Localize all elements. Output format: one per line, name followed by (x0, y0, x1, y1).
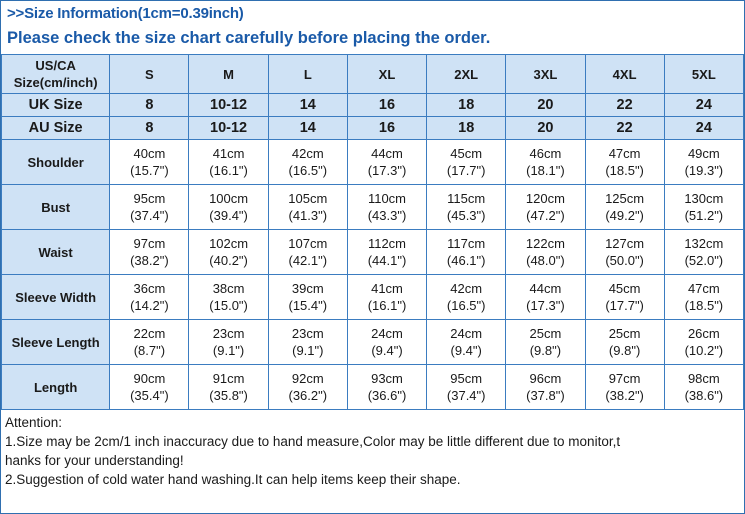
measurement-cm: 110cm (367, 191, 407, 206)
measurement-cm: 125cm (605, 191, 645, 206)
measurement-inch: (36.2") (288, 388, 328, 403)
measurement-inch: (19.3") (684, 163, 724, 178)
measurement-inch: (37.8") (526, 388, 565, 403)
measurement-cell (664, 320, 743, 365)
measurement-cell (506, 230, 585, 275)
measurement-cm: 44cm (371, 146, 403, 161)
measurement-cell (585, 275, 664, 320)
measurement-cm: 49cm (687, 146, 720, 161)
measurement-cm: 117cm (447, 236, 486, 251)
measurement-cell (427, 140, 506, 185)
measurement-inch: (16.5") (446, 298, 486, 313)
measurement-cm: 26cm (687, 326, 720, 341)
measurement-cm: 105cm (288, 191, 328, 206)
measurement-cell (268, 320, 347, 365)
measurement-cm: 36cm (133, 281, 166, 296)
table-row (2, 275, 744, 320)
measurement-inch: (50.0") (605, 253, 644, 268)
measurement-cell (347, 365, 426, 410)
uk-size-value: 16 (347, 94, 426, 117)
measurement-cell (664, 230, 743, 275)
measurement-cell (664, 140, 743, 185)
measurement-inch: (16.1") (209, 163, 248, 178)
uk-size-value: 20 (506, 94, 585, 117)
measurement-cell (110, 275, 189, 320)
uk-size-value: 14 (268, 94, 347, 117)
measurement-cm: 24cm (450, 326, 483, 341)
measurement-cell (268, 365, 347, 410)
column-header-4xl: 4XL (585, 55, 664, 94)
measurement-cell (268, 185, 347, 230)
header-block (1, 1, 744, 50)
measurement-cm: 102cm (209, 236, 249, 251)
measurement-cell (268, 230, 347, 275)
measurement-inch: (39.4") (209, 208, 248, 223)
measurement-cell (506, 140, 585, 185)
measurement-cell (664, 275, 743, 320)
measurement-cell (189, 275, 268, 320)
measurement-cm: 24cm (371, 326, 403, 341)
measurement-cell (427, 275, 506, 320)
table-row (2, 320, 744, 365)
column-header-l: L (268, 55, 347, 94)
table-row (2, 140, 744, 185)
size-chart-notice: Please check the size chart carefully before placing the order. (7, 29, 491, 47)
measurement-inch: (9.4") (371, 343, 403, 358)
measurement-cm: 25cm (529, 326, 562, 341)
measurement-cell (347, 230, 426, 275)
measurement-cell (585, 185, 664, 230)
row-label-length: Length (2, 365, 110, 410)
measurement-inch: (38.6") (684, 388, 724, 403)
measurement-cm: 120cm (525, 191, 565, 206)
measurement-inch: (9.4") (450, 343, 482, 358)
size-information-heading: >>Size Information(1cm=0.39inch) (7, 5, 244, 22)
measurement-cm: 112cm (367, 236, 407, 251)
measurement-cell (110, 320, 189, 365)
measurement-cm: 39cm (291, 281, 324, 296)
au-size-value: 20 (506, 117, 585, 140)
measurement-cm: 92cm (291, 371, 324, 386)
table-header-row (2, 55, 744, 94)
measurement-inch: (41.3") (288, 208, 328, 223)
measurement-cm: 91cm (212, 371, 245, 386)
measurement-cell (347, 185, 426, 230)
measurement-cm: 23cm (291, 326, 324, 341)
measurement-cell (506, 275, 585, 320)
au-size-value: 8 (110, 117, 189, 140)
column-header-xl: XL (347, 55, 426, 94)
measurement-cell (189, 140, 268, 185)
measurement-cm: 42cm (291, 146, 324, 161)
measurement-inch: (46.1") (446, 253, 486, 268)
measurement-inch: (48.0") (526, 253, 565, 268)
measurement-cm: 22cm (133, 326, 166, 341)
measurement-cell (268, 140, 347, 185)
column-header-2xl: 2XL (427, 55, 506, 94)
measurement-cell (189, 365, 268, 410)
uk-size-value: 18 (427, 94, 506, 117)
uk-size-value: 22 (585, 94, 664, 117)
measurement-cm: 38cm (212, 281, 245, 296)
measurement-cm: 90cm (133, 371, 166, 386)
measurement-inch: (9.8") (608, 343, 641, 358)
measurement-inch: (35.8") (209, 388, 248, 403)
measurement-cell (347, 140, 426, 185)
au-size-value: 24 (664, 117, 743, 140)
row-label-waist: Waist (2, 230, 110, 275)
row-label-uk-size: UK Size (2, 94, 110, 117)
measurement-cm: 41cm (371, 281, 403, 296)
measurement-inch: (17.7") (446, 163, 486, 178)
measurement-inch: (8.7") (133, 343, 166, 358)
measurement-cm: 115cm (447, 191, 486, 206)
attention-note-2: 2.Suggestion of cold water hand washing.It can help items keep their shape. (5, 472, 461, 487)
measurement-inch: (14.2") (130, 298, 169, 313)
measurement-inch: (16.5") (288, 163, 328, 178)
measurement-inch: (45.3") (446, 208, 486, 223)
corner-line-2: Size(cm/inch) (13, 75, 98, 90)
measurement-cell (347, 320, 426, 365)
measurement-inch: (52.0") (684, 253, 724, 268)
uk-size-row (2, 94, 744, 117)
measurement-cell (347, 275, 426, 320)
measurement-cm: 97cm (608, 371, 641, 386)
measurement-inch: (9.8") (529, 343, 562, 358)
measurement-inch: (35.4") (130, 388, 169, 403)
measurement-inch: (38.2") (130, 253, 169, 268)
attention-notes (1, 410, 744, 489)
measurement-cell (506, 320, 585, 365)
measurement-cm: 45cm (450, 146, 483, 161)
measurement-inch: (9.1") (212, 343, 245, 358)
measurement-inch: (17.3") (526, 298, 565, 313)
measurement-cm: 47cm (608, 146, 641, 161)
measurement-inch: (18.5") (684, 298, 724, 313)
measurement-cell (268, 275, 347, 320)
measurement-cm: 95cm (133, 191, 166, 206)
measurement-cm: 47cm (687, 281, 720, 296)
column-header-3xl: 3XL (506, 55, 585, 94)
measurement-cm: 122cm (525, 236, 565, 251)
au-size-value: 10-12 (189, 117, 268, 140)
measurement-inch: (47.2") (526, 208, 565, 223)
measurement-inch: (10.2") (684, 343, 724, 358)
measurement-inch: (17.7") (605, 298, 644, 313)
row-label-bust: Bust (2, 185, 110, 230)
measurement-cell (110, 185, 189, 230)
measurement-inch: (18.1") (526, 163, 565, 178)
column-header-m: M (189, 55, 268, 94)
measurement-inch: (15.0") (209, 298, 248, 313)
measurement-cm: 93cm (371, 371, 403, 386)
measurement-cell (427, 365, 506, 410)
uk-size-value: 8 (110, 94, 189, 117)
measurement-cell (110, 140, 189, 185)
au-size-value: 18 (427, 117, 506, 140)
row-label-sleeve-width: Sleeve Width (2, 275, 110, 320)
measurement-cell (427, 230, 506, 275)
attention-title: Attention: (5, 415, 63, 430)
measurement-inch: (17.3") (367, 163, 407, 178)
measurement-cell (427, 320, 506, 365)
measurement-cell (585, 230, 664, 275)
measurement-inch: (16.1") (367, 298, 407, 313)
measurement-cell (110, 365, 189, 410)
measurement-cell (189, 320, 268, 365)
table-corner-cell (2, 55, 110, 94)
measurement-cm: 97cm (133, 236, 166, 251)
table-row (2, 365, 744, 410)
measurement-cell (189, 185, 268, 230)
measurement-cm: 100cm (209, 191, 249, 206)
measurement-inch: (36.6") (367, 388, 407, 403)
measurement-cell (189, 230, 268, 275)
measurement-cell (110, 230, 189, 275)
column-header-5xl: 5XL (664, 55, 743, 94)
attention-note-1-line-2: hanks for your understanding! (5, 453, 184, 468)
measurement-inch: (40.2") (209, 253, 248, 268)
measurement-cell (664, 365, 743, 410)
measurement-cm: 40cm (133, 146, 166, 161)
measurement-inch: (37.4") (130, 208, 169, 223)
measurement-cell (585, 320, 664, 365)
uk-size-value: 24 (664, 94, 743, 117)
measurement-cm: 96cm (529, 371, 562, 386)
measurement-inch: (18.5") (605, 163, 644, 178)
measurement-inch: (44.1") (367, 253, 407, 268)
row-label-sleeve-length: Sleeve Length (2, 320, 110, 365)
measurement-inch: (42.1") (288, 253, 328, 268)
measurement-cm: 25cm (608, 326, 641, 341)
measurement-cm: 132cm (684, 236, 724, 251)
size-chart-table (1, 54, 744, 410)
measurement-inch: (49.2") (605, 208, 644, 223)
measurement-cm: 95cm (450, 371, 483, 386)
row-label-shoulder: Shoulder (2, 140, 110, 185)
measurement-cell (664, 185, 743, 230)
measurement-cell (506, 365, 585, 410)
measurement-cm: 107cm (288, 236, 328, 251)
measurement-inch: (38.2") (605, 388, 644, 403)
measurement-inch: (43.3") (367, 208, 407, 223)
attention-note-1-line-1: 1.Size may be 2cm/1 inch inaccuracy due to hand measure,Color may be little different due to monitor,t (5, 434, 621, 449)
au-size-value: 14 (268, 117, 347, 140)
measurement-cm: 44cm (529, 281, 562, 296)
measurement-cm: 42cm (450, 281, 483, 296)
measurement-inch: (15.7") (130, 163, 169, 178)
measurement-cell (585, 365, 664, 410)
corner-line-1: US/CA (35, 58, 76, 73)
column-header-s: S (110, 55, 189, 94)
measurement-inch: (37.4") (446, 388, 486, 403)
au-size-value: 16 (347, 117, 426, 140)
measurement-cm: 41cm (212, 146, 245, 161)
au-size-value: 22 (585, 117, 664, 140)
au-size-row (2, 117, 744, 140)
row-label-au-size: AU Size (2, 117, 110, 140)
measurement-cell (506, 185, 585, 230)
measurement-inch: (15.4") (288, 298, 328, 313)
measurement-cell (585, 140, 664, 185)
uk-size-value: 10-12 (189, 94, 268, 117)
table-row (2, 230, 744, 275)
measurement-cm: 98cm (687, 371, 720, 386)
measurement-cm: 23cm (212, 326, 245, 341)
measurement-cm: 127cm (605, 236, 645, 251)
measurement-cell (427, 185, 506, 230)
measurement-inch: (51.2") (684, 208, 724, 223)
measurement-inch: (9.1") (292, 343, 324, 358)
measurement-cm: 130cm (684, 191, 724, 206)
measurement-cm: 46cm (529, 146, 562, 161)
measurement-cm: 45cm (608, 281, 641, 296)
table-row (2, 185, 744, 230)
